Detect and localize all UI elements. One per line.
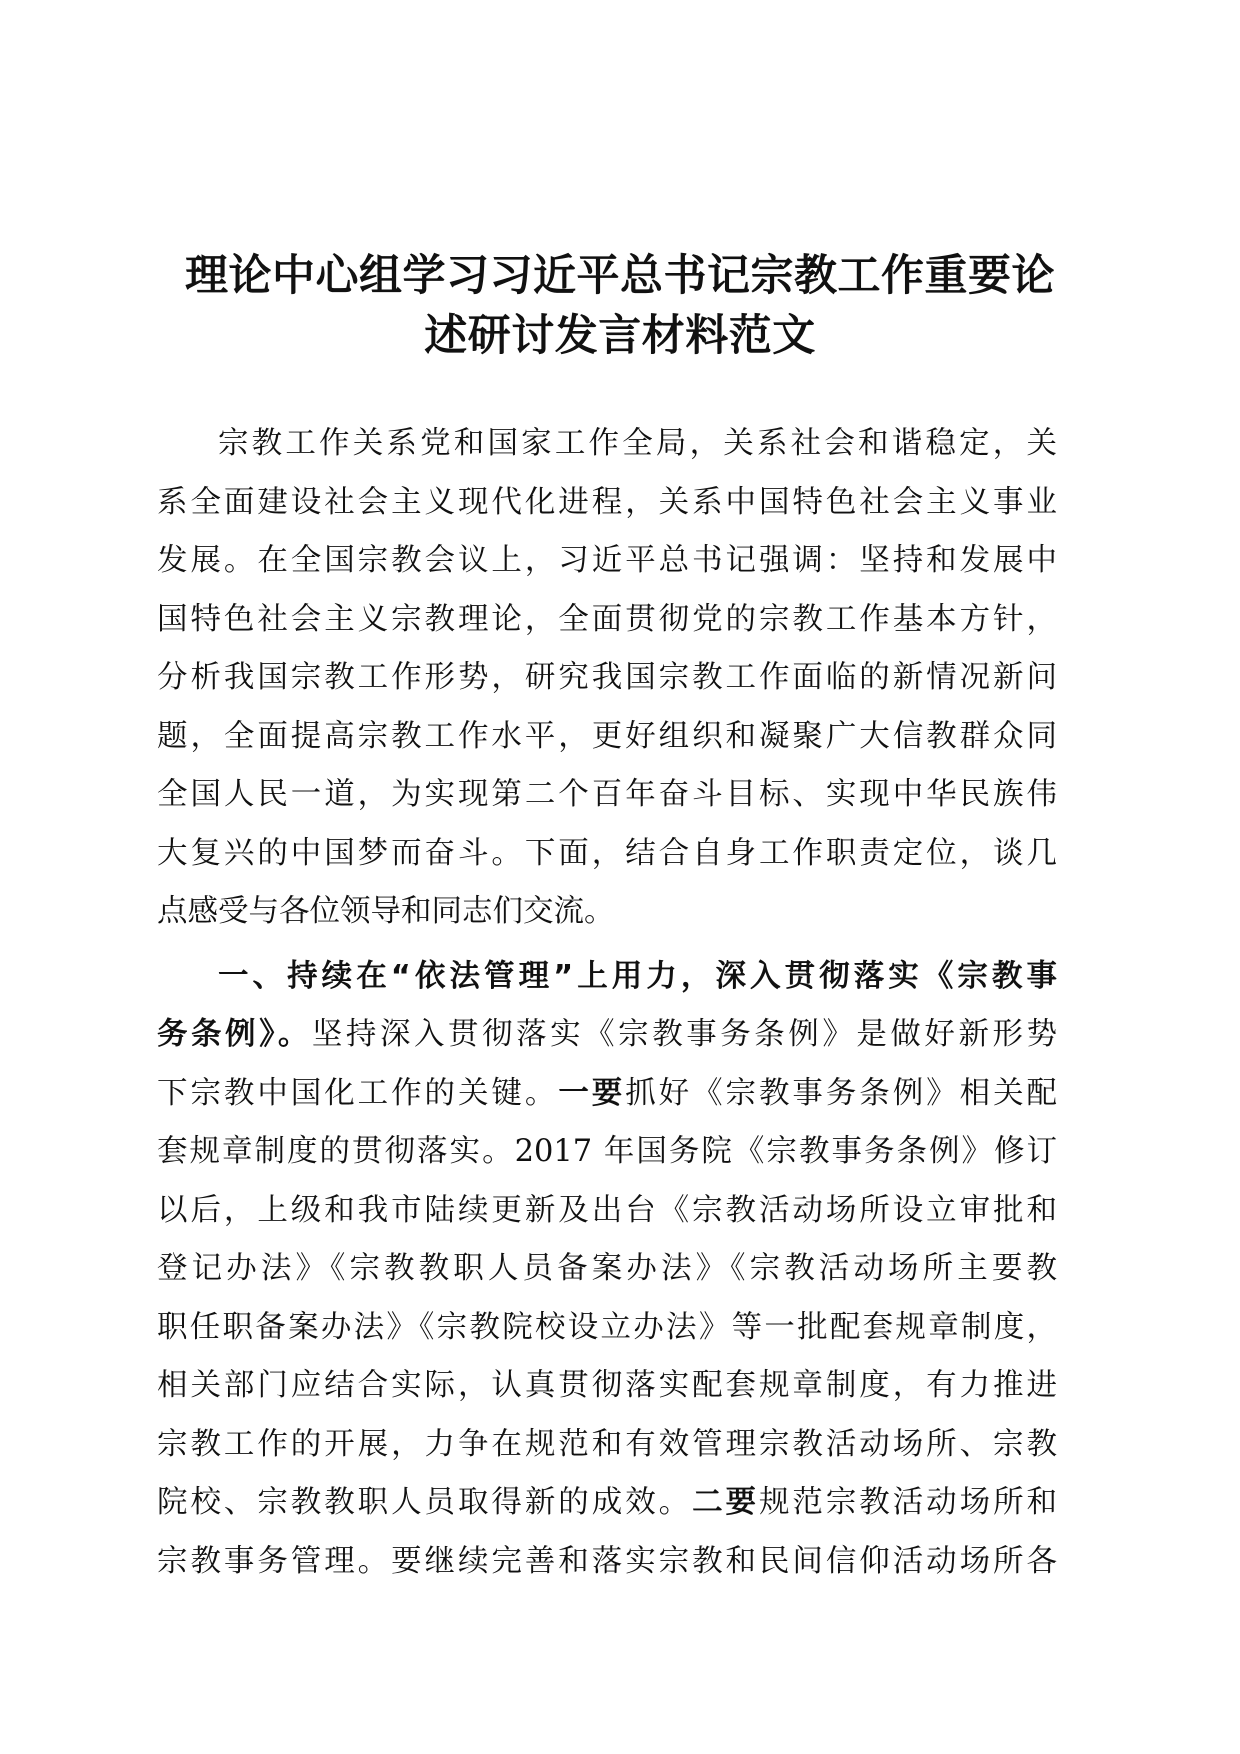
paragraph-line: 职任职备案办法》《宗教院校设立办法》等一批配套规章制度， xyxy=(157,1309,1057,1345)
paragraph-line: 以后，上级和我市陆续更新及出台《宗教活动场所设立审批和 xyxy=(157,1192,1057,1228)
paragraph-line: 宗教工作的开展，力争在规范和有效管理宗教活动场所、宗教 xyxy=(157,1426,1057,1462)
document-title xyxy=(150,246,1090,366)
section-one-paragraph xyxy=(157,948,1057,1592)
paragraph-line: 套规章制度的贯彻落实。2017 年国务院《宗教事务条例》修订 xyxy=(157,1134,1057,1169)
section-heading-end: 务条例》。 xyxy=(157,1017,312,1052)
paragraph-line: 题，全面提高宗教工作水平，更好组织和凝聚广大信教群众同 xyxy=(157,718,1057,754)
title-line: 理论中心组学习习近平总书记宗教工作重要论 xyxy=(185,251,1055,301)
paragraph-line: 宗教工作关系党和国家工作全局，关系社会和谐稳定，关 xyxy=(218,426,1057,461)
paragraph-line xyxy=(157,1474,1057,1533)
paragraph-line: 宗教事务管理。要继续完善和落实宗教和民间信仰活动场所各 xyxy=(157,1543,1057,1579)
point-marker-one: 一要 xyxy=(558,1075,626,1111)
paragraph-line: 分析我国宗教工作形势，研究我国宗教工作面临的新情况新问 xyxy=(157,660,1057,695)
paragraph-text: 下宗教中国化工作的关键。 xyxy=(157,1075,559,1111)
paragraph-line xyxy=(157,1006,1057,1065)
paragraph-line xyxy=(157,1065,1057,1124)
point-marker-two: 二要 xyxy=(692,1485,759,1520)
paragraph-line: 登记办法》《宗教教职人员备案办法》《宗教活动场所主要教 xyxy=(157,1251,1057,1286)
paragraph-line: 发展。在全国宗教会议上，习近平总书记强调：坚持和发展中 xyxy=(157,543,1057,578)
intro-paragraph xyxy=(157,415,1057,942)
paragraph-text: 坚持深入贯彻落实《宗教事务条例》是做好新形势 xyxy=(311,1017,1058,1052)
paragraph-line: 相关部门应结合实际，认真贯彻落实配套规章制度，有力推进 xyxy=(157,1368,1057,1403)
title-line: 述研讨发言材料范文 xyxy=(424,311,816,361)
paragraph-text: 院校、宗教教职人员取得新的成效。 xyxy=(157,1485,693,1520)
paragraph-line: 国特色社会主义宗教理论，全面贯彻党的宗教工作基本方针， xyxy=(157,601,1057,637)
paragraph-text: 抓好《宗教事务条例》相关配 xyxy=(625,1075,1058,1111)
section-heading-line: 一、持续在“依法管理”上用力，深入贯彻落实《宗教事 xyxy=(218,958,1057,994)
document-body xyxy=(157,415,1057,1591)
paragraph-line: 点感受与各位领导和同志们交流。 xyxy=(157,894,615,929)
paragraph-text: 规范宗教活动场所和 xyxy=(758,1485,1058,1520)
paragraph-line: 系全面建设社会主义现代化进程，关系中国特色社会主义事业 xyxy=(157,484,1057,520)
paragraph-line: 全国人民一道，为实现第二个百年奋斗目标、实现中华民族伟 xyxy=(157,777,1057,812)
paragraph-line: 大复兴的中国梦而奋斗。下面，结合自身工作职责定位，谈几 xyxy=(157,835,1057,871)
